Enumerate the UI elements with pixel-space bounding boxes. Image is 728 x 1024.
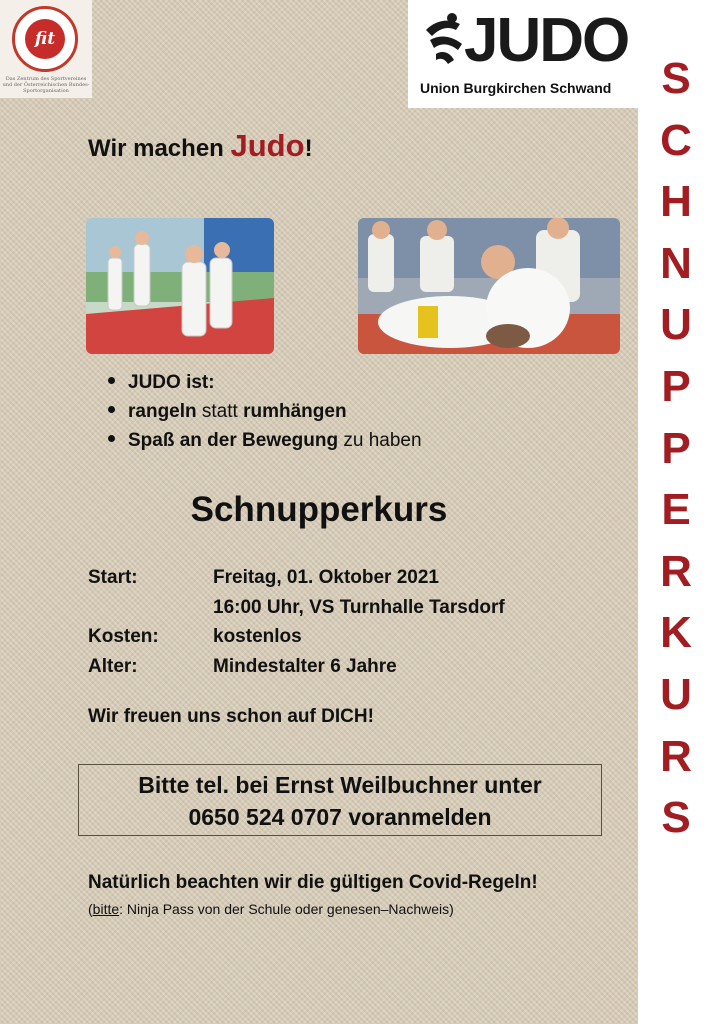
banner-letter: H (660, 177, 692, 227)
age-value: Mindestalter 6 Jahre (213, 655, 397, 677)
headline (88, 128, 313, 164)
photo-judo-groundwork (358, 218, 620, 354)
banner-letter: K (660, 608, 692, 658)
list-item-text: zu haben (338, 430, 422, 451)
time-location-value: 16:00 Uhr, VS Turnhalle Tarsdorf (213, 596, 505, 618)
fit-logo-caption: Das Zentrum des Sportvereines und der Österreichischen Bundes-Sportorganisation (2, 76, 90, 94)
greeting: Wir freuen uns schon auf DICH! (88, 706, 374, 727)
covid-note-open: ( (88, 901, 93, 917)
vertical-banner (646, 48, 706, 849)
feature-list (108, 368, 422, 455)
banner-letter: S (661, 54, 691, 103)
fit-logo (0, 0, 92, 98)
club-name: Union Burgkirchen Schwand (420, 80, 612, 96)
list-item (108, 426, 422, 455)
fit-logo-ring (12, 6, 78, 72)
banner-letter: E (661, 485, 691, 535)
list-item (108, 368, 422, 397)
banner-letter: N (660, 238, 692, 288)
cost-value: kostenlos (213, 626, 302, 647)
banner-letter: P (661, 423, 691, 473)
banner-letter: R (660, 731, 692, 781)
covid-note-rest: : Ninja Pass von der Schule oder genesen–Nachweis) (119, 901, 454, 917)
judo-club-logo (408, 0, 638, 108)
course-title: Schnupperkurs (190, 490, 448, 529)
list-item-bold: rumhängen (243, 401, 347, 422)
registration-box (78, 764, 602, 836)
registration-line-1: Bitte tel. bei Ernst Weilbuchner unter (138, 772, 542, 798)
headline-suffix: ! (304, 135, 313, 162)
bullet-icon (108, 435, 115, 442)
bullet-icon (108, 406, 115, 413)
judo-wordmark: JUDO (464, 6, 629, 75)
banner-letter: U (660, 300, 692, 350)
bullet-icon (108, 377, 115, 384)
covid-note (88, 901, 454, 917)
headline-prefix: Wir machen (88, 135, 231, 162)
covid-note-underlined: bitte (92, 901, 120, 917)
list-item-text: statt (196, 401, 244, 422)
banner-letter: S (661, 793, 691, 843)
banner-letter: C (660, 115, 692, 165)
photo-judo-standing (86, 218, 274, 354)
list-item-bold: Spaß an der Bewegung (128, 430, 339, 451)
start-value: Freitag, 01. Oktober 2021 (213, 567, 439, 588)
headline-accent: Judo (230, 128, 305, 163)
cost-label: Kosten: (88, 626, 159, 647)
judoka-silhouette-icon (422, 10, 466, 70)
list-item-bold: rangeln (128, 401, 197, 422)
banner-letter: R (660, 546, 692, 596)
covid-notice: Natürlich beachten wir die gültigen Covid-Regeln! (88, 872, 538, 893)
start-label: Start: (88, 567, 138, 588)
age-label: Alter: (88, 655, 138, 677)
list-item-bold: JUDO ist: (128, 372, 215, 393)
list-item (108, 397, 422, 426)
banner-letter: U (660, 669, 692, 719)
fit-logo-text: fit (25, 19, 65, 59)
banner-letter: P (661, 361, 691, 411)
registration-line-2: 0650 524 0707 voranmelden (188, 804, 492, 830)
